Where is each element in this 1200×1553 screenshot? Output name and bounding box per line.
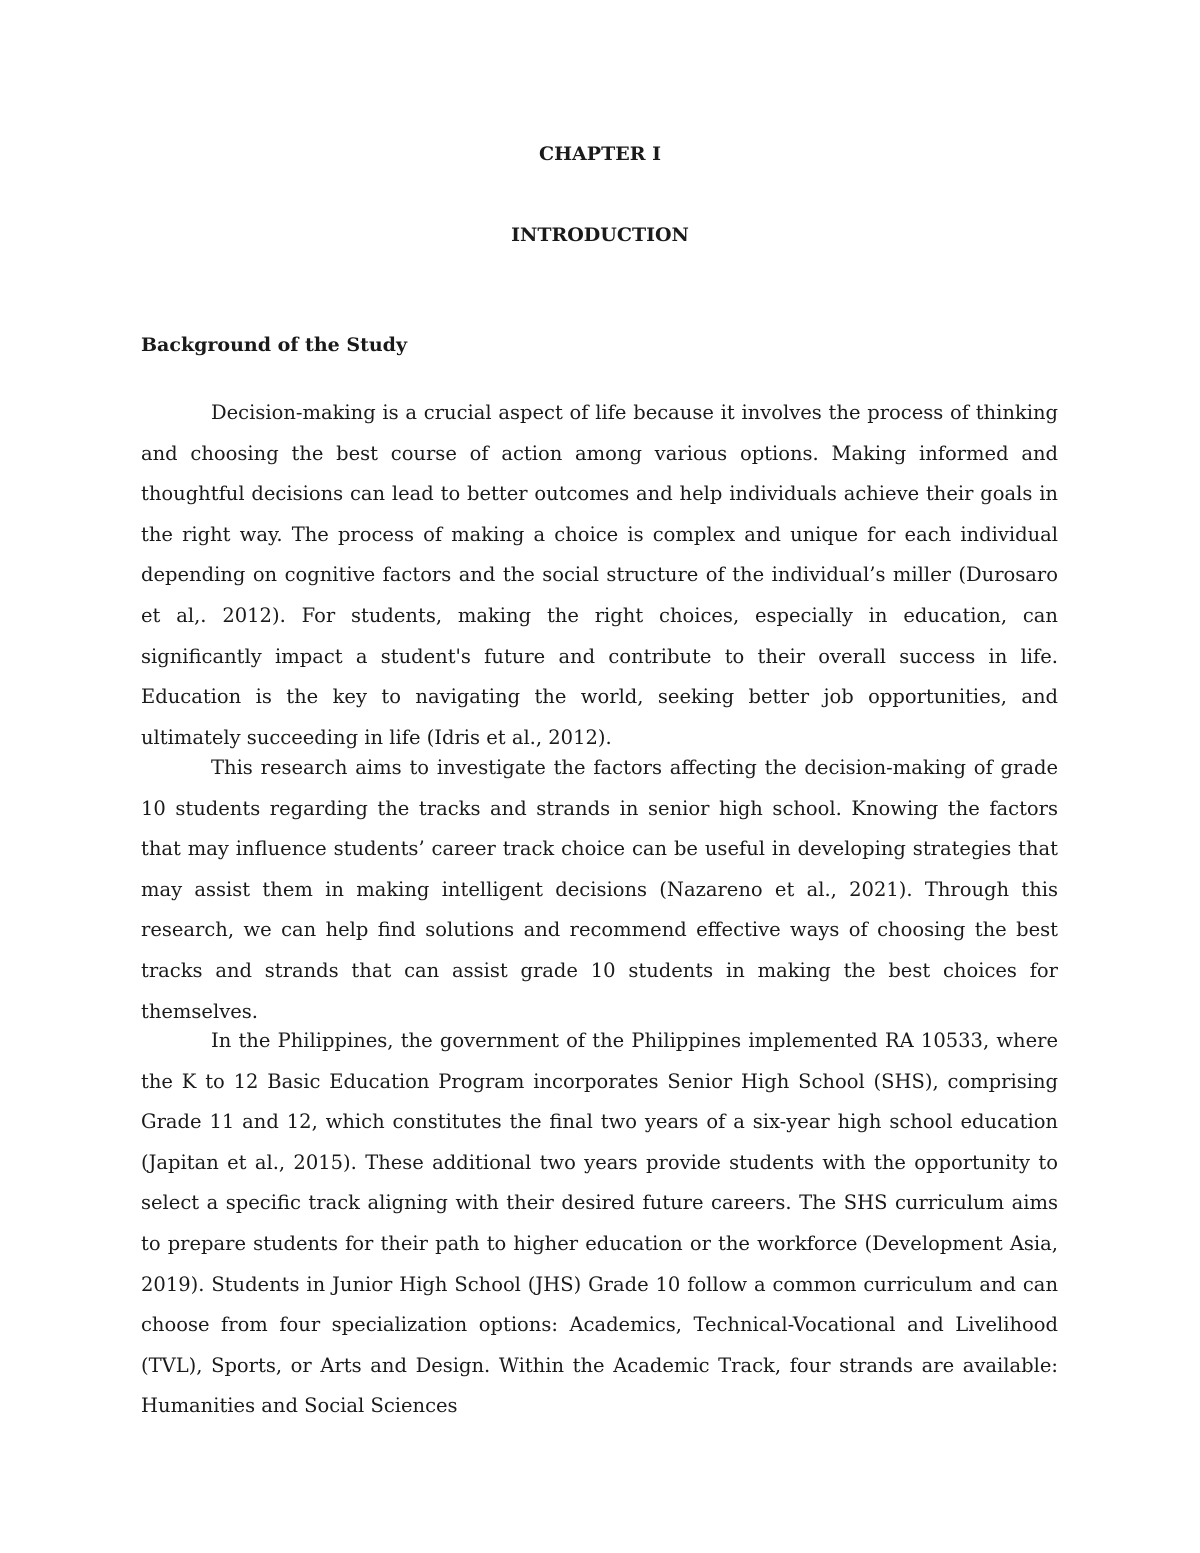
paragraph xyxy=(141,393,1058,758)
paragraph-text: In the Philippines, the government of the Philippines implemented RA 10533, where the K to 12 Basic Education Program incorporates Senior High School (SHS), comprising Grade 11 and 12, which constitutes the final two years of a six-year high school education (Japitan et al., 2015). These additional two years provide students with the opportunity to select a specific track aligning with their desired future careers. The SHS curriculum aims to prepare students for their path to higher education or the workforce (Development Asia, 2019). Students in Junior High School (JHS) Grade 10 follow a common curriculum and can choose from four specialization options: Academics, Technical-Vocational and Livelihood (TVL), Sports, or Arts and Design. Within the Academic Track, four strands are available: Humanities and Social Sciences xyxy=(141,1029,1058,1418)
chapter-number: CHAPTER I xyxy=(538,143,661,165)
paragraph-text: Decision-making is a crucial aspect of life because it involves the process of thinking and choosing the best course of action among various options. Making informed and thoughtful decisions can lead to better outcomes and help individuals achieve their goals in the right way. The process of making a choice is complex and unique for each individual depending on cognitive factors and the social structure of the individual’s miller (Durosaro et al,. 2012). For students, making the right choices, especially in education, can significantly impact a student's future and contribute to their overall success in life. Education is the key to navigating the world, seeking better job opportunities, and ultimately succeeding in life (Idris et al., 2012). xyxy=(141,401,1058,749)
section-heading: Background of the Study xyxy=(141,334,407,356)
paragraph xyxy=(141,748,1058,1032)
paragraph-text: This research aims to investigate the factors affecting the decision-making of grade 10 students regarding the tracks and strands in senior high school. Knowing the factors that may influence students’ career track choice can be useful in developing strategies that may assist them in making intelligent decisions (Nazareno et al., 2021). Through this research, we can help find solutions and recommend effective ways of choosing the best tracks and strands that can assist grade 10 students in making the best choices for themselves. xyxy=(141,756,1058,1023)
paragraph xyxy=(141,1021,1058,1427)
chapter-title: INTRODUCTION xyxy=(511,224,689,246)
